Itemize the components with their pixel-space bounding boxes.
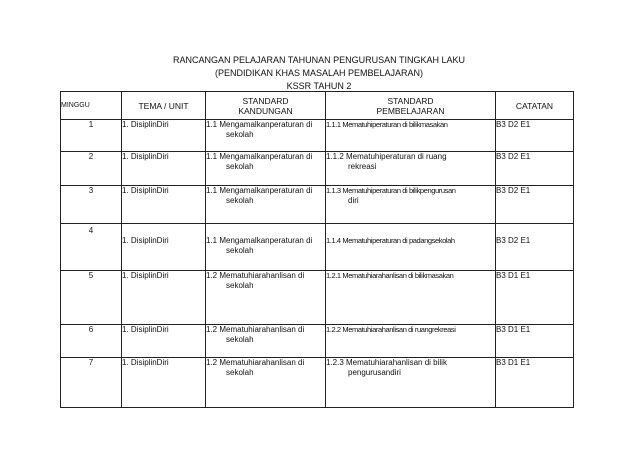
table-row <box>61 358 574 408</box>
kandungan-cell <box>206 271 326 325</box>
header-catatan: CATATAN <box>496 92 574 120</box>
catatan-cell: B3 D2 E1 <box>496 152 574 186</box>
pembelajaran-cell <box>326 358 496 408</box>
kandungan-line-2: sekolah <box>226 246 254 255</box>
header-tema-unit: TEMA / UNIT <box>122 92 206 120</box>
title-line-1: RANCANGAN PELAJARAN TAHUNAN PENGURUSAN TINGKAH LAKU <box>172 55 466 65</box>
tema-cell: 1. DisiplinDiri <box>122 325 206 358</box>
kandungan-cell <box>206 152 326 186</box>
minggu-cell: 7 <box>61 358 122 408</box>
pembelajaran-line-1: 1.1.2 Mematuhiperaturan di ruang <box>326 152 447 161</box>
pembelajaran-cell <box>326 120 496 152</box>
catatan-cell: B3 D2 E1 <box>496 120 574 152</box>
header-standard-pembelajaran <box>326 92 496 120</box>
table-row <box>61 120 574 152</box>
table-row <box>61 224 574 271</box>
minggu-cell: 4 <box>61 224 122 271</box>
kandungan-line-2: sekolah <box>226 335 254 344</box>
pembelajaran-line-1: 1.1.3 Mematuhiperaturan di bilikpengurusan <box>326 186 456 195</box>
kandungan-line-1: 1.1 Mengamalkanperaturan di <box>206 120 313 129</box>
table-row <box>61 325 574 358</box>
minggu-cell: 1 <box>61 120 122 152</box>
header-pembelajaran-line-2: PEMBELAJARAN <box>376 105 445 116</box>
header-pembelajaran-line-1: STANDARD <box>387 95 434 106</box>
catatan-cell: B3 D1 E1 <box>496 271 574 325</box>
title-line-2: (PENDIDIKAN KHAS MASALAH PEMBELAJARAN) <box>214 68 424 78</box>
table-row <box>61 152 574 186</box>
kandungan-cell <box>206 186 326 224</box>
catatan-cell: B3 D1 E1 <box>496 325 574 358</box>
kandungan-line-2: sekolah <box>226 281 254 290</box>
tema-cell: 1. DisiplinDiri <box>122 120 206 152</box>
pembelajaran-line-1: 1.2.2 Mematuhiarahanlisan di ruangrekreasi <box>326 325 456 334</box>
catatan-cell: B3 D2 E1 <box>496 186 574 224</box>
pembelajaran-line-1: 1.1.4 Mematuhiperaturan di padangsekolah <box>326 236 455 245</box>
kandungan-line-1: 1.1 Mengamalkanperaturan di <box>206 186 313 195</box>
pembelajaran-cell <box>326 325 496 358</box>
catatan-cell: B3 D2 E1 <box>496 224 574 271</box>
minggu-cell: 6 <box>61 325 122 358</box>
document-title <box>0 54 638 93</box>
kandungan-cell <box>206 224 326 271</box>
title-line-3: KSSR TAHUN 2 <box>286 81 352 91</box>
kandungan-cell <box>206 358 326 408</box>
header-minggu: MINGGU <box>61 92 122 120</box>
table-row <box>61 271 574 325</box>
kandungan-cell <box>206 120 326 152</box>
kandungan-line-2: sekolah <box>226 196 254 205</box>
pembelajaran-line-1: 1.1.1 Mematuhiperaturan di bilikmasakan <box>326 120 448 129</box>
kandungan-line-1: 1.2 Mematuhiarahanlisan di <box>206 358 305 367</box>
kandungan-line-1: 1.2 Mematuhiarahanlisan di <box>206 271 305 280</box>
tema-cell: 1. DisiplinDiri <box>122 358 206 408</box>
kandungan-line-2: sekolah <box>226 162 254 171</box>
tema-cell: 1. DisiplinDiri <box>122 224 206 271</box>
yearly-plan-table <box>60 91 574 408</box>
table-row <box>61 186 574 224</box>
tema-cell: 1. DisiplinDiri <box>122 271 206 325</box>
catatan-cell: B3 D1 E1 <box>496 358 574 408</box>
tema-cell: 1. DisiplinDiri <box>122 152 206 186</box>
kandungan-line-2: sekolah <box>226 130 254 139</box>
pembelajaran-cell <box>326 224 496 271</box>
pembelajaran-line-2: pengurusandiri <box>348 368 401 377</box>
pembelajaran-line-1: 1.2.3 Mematuhiarahanlisan di bilik <box>326 358 447 367</box>
kandungan-line-1: 1.1 Mengamalkanperaturan di <box>206 236 313 245</box>
header-kandungan-line-1: STANDARD <box>242 95 289 106</box>
header-kandungan-line-2: KANDUNGAN <box>238 105 293 116</box>
minggu-cell: 2 <box>61 152 122 186</box>
minggu-cell: 3 <box>61 186 122 224</box>
pembelajaran-line-2: rekreasi <box>348 162 377 171</box>
header-standard-kandungan <box>206 92 326 120</box>
kandungan-cell <box>206 325 326 358</box>
pembelajaran-line-1: 1.2.1 Mematuhiarahanlisan di bilikmasakan <box>326 271 454 280</box>
kandungan-line-1: 1.1 Mengamalkanperaturan di <box>206 152 313 161</box>
pembelajaran-line-2: diri <box>348 196 359 205</box>
tema-cell: 1. DisiplinDiri <box>122 186 206 224</box>
pembelajaran-cell <box>326 271 496 325</box>
pembelajaran-cell <box>326 152 496 186</box>
kandungan-line-1: 1.2 Mematuhiarahanlisan di <box>206 325 305 334</box>
minggu-cell: 5 <box>61 271 122 325</box>
table-header-row <box>61 92 574 120</box>
pembelajaran-cell <box>326 186 496 224</box>
kandungan-line-2: sekolah <box>226 368 254 377</box>
